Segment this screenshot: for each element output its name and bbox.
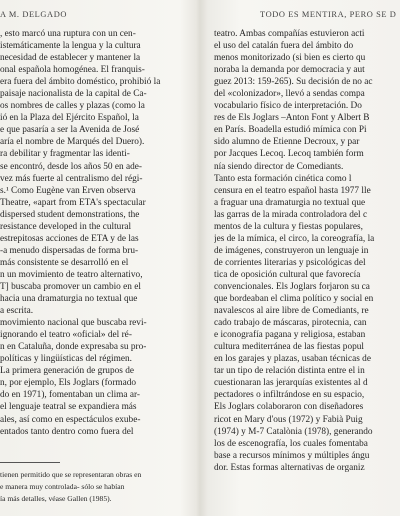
text-line: dispersed student demonstrations, the (0, 209, 140, 220)
footnote-line: tienen permitido que se representaran obras en (0, 470, 142, 479)
text-line: del «colonizador», llevó a sendas compa (214, 89, 365, 100)
text-line: aría el nombre de Marqués del Duero). (0, 137, 145, 148)
text-line: paisaje nacionalista de la capital de Ca- (0, 89, 147, 100)
footnote (0, 470, 193, 506)
text-line: vez más fuerte al centralismo del régi- (0, 173, 143, 184)
text-line: (1974) y M-7 Catalònia (1978), generando (214, 426, 373, 437)
text-line: cuestionaran las jerarquías existentes al d (214, 378, 368, 389)
text-line: cado trabajo de máscaras, pirotecnia, can (214, 318, 367, 329)
text-line: e iconografía pagana y religiosa, estaban (214, 330, 366, 341)
text-line: se encontró, desde los años 50 en ade- (0, 161, 142, 172)
text-line: ales, así como en espectáculos exube- (0, 414, 141, 425)
text-line: de corrientes literarias y psicológicas del (214, 257, 366, 268)
text-line: Tanto esta formación cinética como l (214, 173, 352, 184)
text-line: T] buscaba promover un cambio en el (0, 281, 141, 292)
running-header-author: A M. DELGADO (0, 10, 67, 19)
text-line: guez 2013: 159-265). Su decisión de no ac (214, 77, 373, 88)
text-line: pectadores o infiltrándose en su espacio, (214, 390, 365, 401)
text-line: vocabulario físico de interpretación. Do (214, 101, 362, 112)
text-line: ricot en Mary d'ous (1972) y Fabià Puig (214, 414, 363, 425)
text-line: en París. Boadella estudió mímica con Pi (214, 125, 367, 136)
text-line: Theatre, «apart from ETA's spectacular (0, 197, 146, 208)
text-line: más consistente se desarrolló en el (0, 257, 129, 268)
text-line: e que pasaría a ser la Avenida de José (0, 125, 140, 136)
text-line: que bordeaban el clima político y social en (214, 294, 374, 305)
text-line: necesidad de establecer y mantener la (0, 53, 141, 64)
text-line: era fuera del ámbito doméstico, prohibió la (0, 77, 161, 88)
text-line: os nombres de calles y plazas (como la (0, 101, 145, 112)
text-line: La primera generación de grupos de (0, 366, 134, 377)
text-line: s.¹ Como Eugène van Erven observa (0, 185, 136, 196)
text-line: res de Els Joglars –Anton Font y Albert B (214, 113, 370, 124)
running-header-title: TODO ES MENTIRA, PERO SE D (260, 10, 397, 19)
text-line: ió en la Plaza del Ejército Español, la (0, 113, 139, 124)
text-line: los de escenografía, los cuales fomentaba (214, 438, 368, 449)
text-line: do en 1971), fomentaban un clima ar- (0, 390, 140, 401)
text-line: convencionales. Els Joglars forjaron su ca (214, 281, 370, 292)
text-line: sido alumno de Etienne Decroux, y par (214, 137, 360, 148)
footnote-line: ía más detalles, véase Gallen (1985). (0, 494, 112, 504)
text-line: mentos de la cultura y fiestas populares, (214, 221, 363, 232)
text-line: ra debilitar y fragmentar las identi- (0, 149, 130, 160)
right-page-text (214, 28, 400, 474)
left-page-text (0, 28, 193, 438)
text-line: n en Cataluña, donde expresaba su pro- (0, 342, 147, 353)
text-line: hacia una dramaturgia no textual que (0, 294, 138, 305)
text-line: el uso del catalán fuera del ámbito do (214, 41, 354, 52)
text-line: a fraguar una dramaturgia no textual que (214, 197, 366, 208)
text-line: a escrita. (0, 306, 34, 317)
footnote-line: e manera muy controlada- sólo se habían (0, 482, 125, 492)
footnote-rule (0, 462, 60, 463)
text-line: onal española homogénea. El franquis- (0, 65, 145, 76)
text-line: movimiento nacional que buscaba revi- (0, 318, 147, 329)
text-line: -a menudo dispersadas de forma bru- (0, 245, 139, 256)
text-line: noraba la demanda por democracia y aut (214, 65, 365, 76)
text-line: n, por ejemplo, Els Joglars (formado (0, 378, 137, 389)
text-line: resistance developed in the cultural (0, 221, 132, 232)
text-line: istemáticamente la lengua y la cultura (0, 41, 141, 52)
text-line: de imágenes, construyeron un lenguaje in (214, 245, 369, 256)
text-line: entados tanto dentro como fuera del (0, 426, 134, 437)
text-line: por Jacques Lecoq. Lecoq también form (214, 149, 364, 160)
text-line: cultura mediterránea de las fiestas popul (214, 342, 364, 353)
text-line: políticas y lingüísticas del régimen. (0, 354, 132, 365)
text-line: tar un tipo de relación distinta entre el in (214, 366, 365, 377)
text-line: jes de la mímica, el circo, la coreografía, la (214, 233, 375, 244)
text-line: censura en el teatro español hasta 1977 lle (214, 185, 371, 196)
text-line: en los garajes y plazas, usaban técnicas de (214, 354, 371, 365)
text-line: dor. Estas formas alternativas de organiz (214, 462, 365, 473)
text-line: , esto marcó una ruptura con un cen- (0, 29, 136, 39)
text-line: n un movimiento de teatro alternativo, (0, 269, 143, 280)
text-line: el lenguaje teatral se expandiera más (0, 402, 137, 413)
text-line: base a recursos mínimos y múltiples ángu (214, 450, 370, 461)
text-line: tica de oposición cultural que favorecía (214, 269, 361, 280)
text-line: Els Joglars colaboraron con diseñadores (214, 402, 364, 413)
text-line: teatro. Ambas compañías estuvieron acti (214, 29, 365, 39)
text-line: ignorando el teatro «oficial» del ré- (0, 330, 132, 341)
text-line: nía siendo director de Comediants. (214, 161, 344, 172)
text-line: menos monitorizado (si bien es cierto qu (214, 53, 366, 64)
text-line: navalescos al aire libre de Comediants, re (214, 306, 369, 317)
text-line: estrepitosas acciones de ETA y de las (0, 233, 139, 244)
text-line: las garras de la mirada controladora del c (214, 209, 368, 220)
